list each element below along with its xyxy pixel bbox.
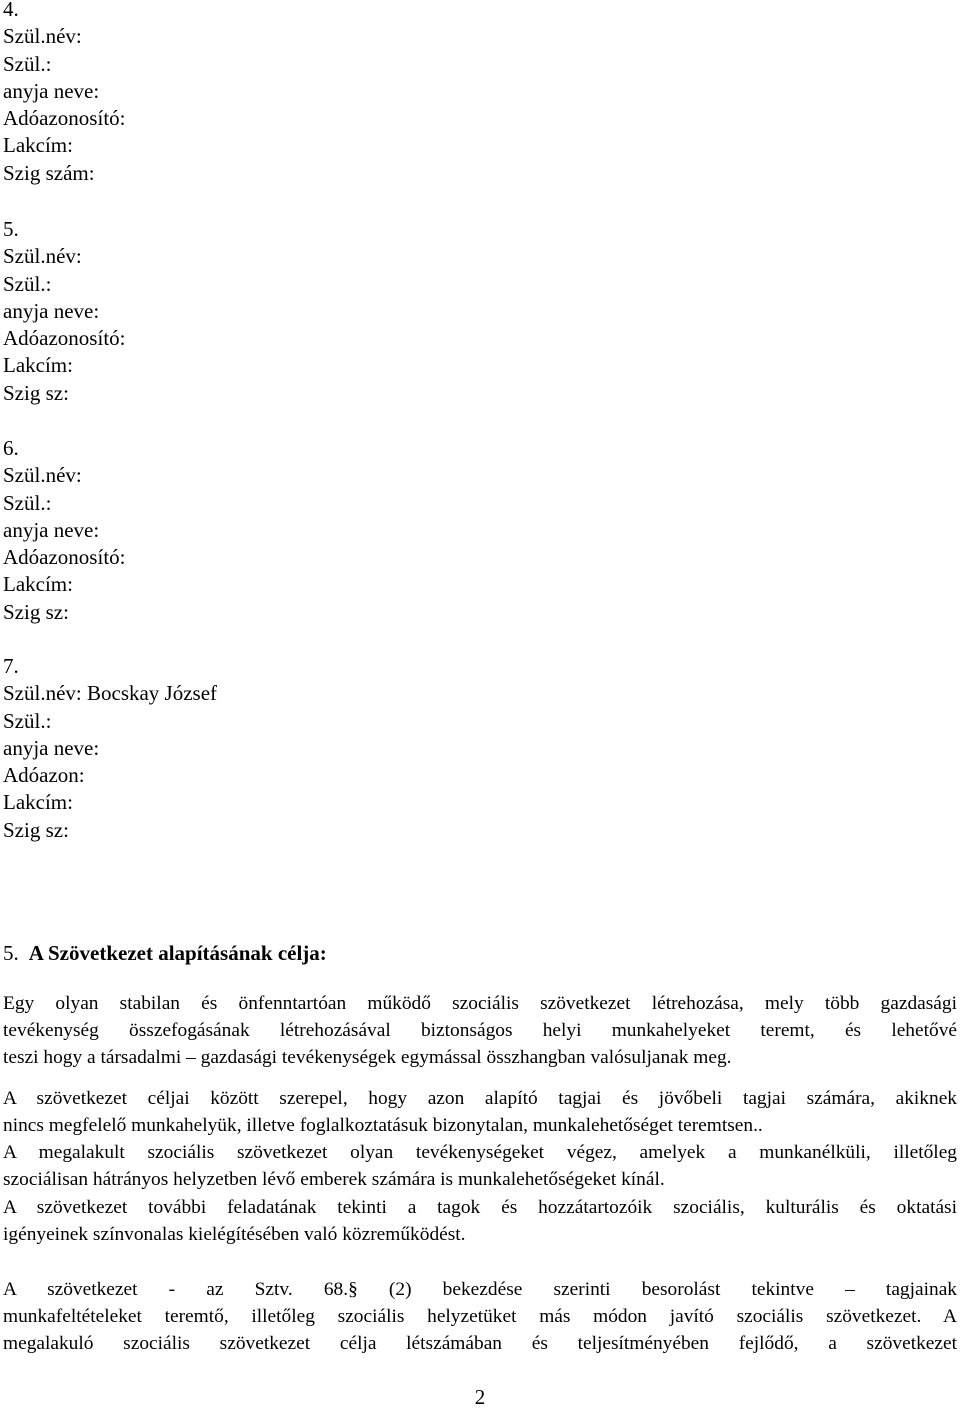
field-mother-name-label: anyja neve: [3, 735, 100, 760]
field-tax-id-label: Adóazon: [3, 763, 85, 788]
field-id-card-label: Szig szám: [3, 160, 95, 185]
field-mother-name-label: anyja neve: [3, 78, 100, 103]
field-address-label: Lakcím: [3, 790, 73, 815]
paragraph-line: munkafeltételeket teremtő, illetőleg szociális helyzetüket más módon javító szociális szövetkezet. A [3, 1306, 957, 1328]
paragraph-line: A szövetkezet céljai között szerepel, hogy azon alapító tagjai és jövőbeli tagjai számára, akiknek [3, 1088, 957, 1109]
field-tax-id-label: Adóazonosító: [3, 545, 126, 570]
member-number: 7. [3, 654, 19, 678]
field-birth-label: Szül.: [3, 51, 52, 76]
field-id-card-label: Szig sz: [3, 599, 69, 624]
member-number: 5. [3, 217, 19, 241]
paragraph-line: nincs megfelelő munkahelyük, illetve foglalkoztatásuk bizonytalan, munkalehetőséget teremtsen.. [3, 1115, 763, 1137]
paragraph-line: Egy olyan stabilan és önfenntartóan működő szociális szövetkezet létrehozása, mely több gazdasági [3, 993, 957, 1014]
paragraph-line: megalakuló szociális szövetkezet célja létszámában és teljesítményében fejlődő, a szövetkezet [3, 1333, 957, 1355]
paragraph-line: szociálisan hátrányos helyzetben lévő emberek számára is munkalehetőségeket kínál. [3, 1169, 665, 1191]
member-block-6 [3, 435, 125, 626]
section-number: 5. [3, 941, 19, 965]
page-number: 2 [474, 1385, 486, 1409]
field-tax-id-label: Adóazonosító: [3, 106, 126, 131]
paragraph-line: A szövetkezet további feladatának tekinti a tagok és hozzátartozóik szociális, kulturális és oktatási [3, 1197, 957, 1218]
field-mother-name-label: anyja neve: [3, 517, 100, 542]
paragraph-activities [3, 1139, 957, 1193]
member-number: 4. [3, 0, 19, 21]
paragraph-line: tevékenység összefogásának létrehozásával biztonságos helyi munkahelyeket teremt, és lehetővé [3, 1020, 957, 1042]
field-id-card-label: Szig sz: [3, 817, 69, 842]
paragraph-goals [3, 1085, 957, 1139]
paragraph-line: A szövetkezet - az Sztv. 68.§ (2) bekezdése szerinti besorolást tekintve – tagjainak [3, 1279, 957, 1300]
field-address-label: Lakcím: [3, 133, 73, 158]
field-address-label: Lakcím: [3, 353, 73, 378]
field-birth-label: Szül.: [3, 708, 52, 733]
member-block-7 [3, 653, 217, 844]
field-address-label: Lakcím: [3, 572, 73, 597]
field-name-label: Szül.név: Bocskay József [3, 681, 218, 706]
paragraph-purpose [3, 990, 957, 1072]
field-birth-label: Szül.: [3, 490, 52, 515]
section-title: A Szövetkezet alapításának célja: [28, 941, 327, 965]
paragraph-line: igényeinek színvonalas kielégítésében való közreműködést. [3, 1224, 466, 1246]
paragraph-classification [3, 1276, 957, 1358]
field-mother-name-label: anyja neve: [3, 298, 100, 323]
field-name-label: Szül.név: [3, 244, 82, 269]
member-block-4 [3, 0, 125, 187]
paragraph-line: A megalakult szociális szövetkezet olyan tevékenységeket végez, amelyek a munkanélküli, illetőleg [3, 1142, 957, 1163]
member-block-5 [3, 216, 125, 407]
field-id-card-label: Szig sz: [3, 380, 69, 405]
paragraph-further-tasks [3, 1194, 957, 1248]
field-tax-id-label: Adóazonosító: [3, 326, 126, 351]
field-name-label: Szül.név: [3, 463, 82, 488]
field-birth-label: Szül.: [3, 271, 52, 296]
paragraph-line: teszi hogy a társadalmi – gazdasági tevékenységek egymással összhangban valósuljanak meg. [3, 1047, 732, 1069]
field-name-label: Szül.név: [3, 24, 82, 49]
member-number: 6. [3, 436, 19, 460]
section-heading [3, 940, 327, 967]
